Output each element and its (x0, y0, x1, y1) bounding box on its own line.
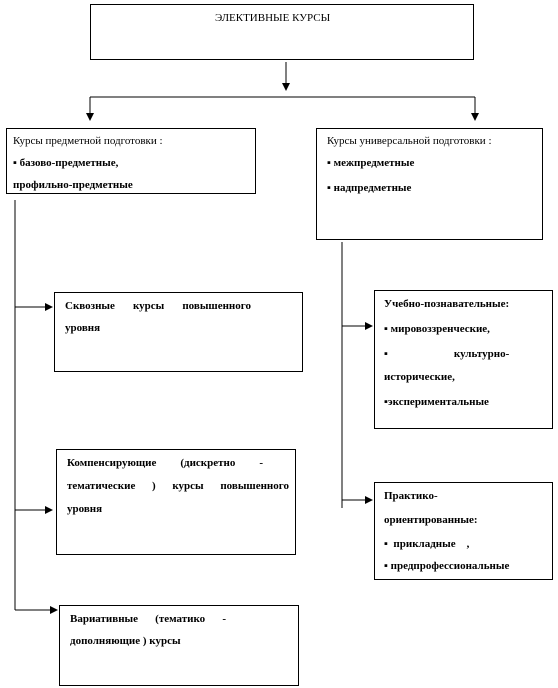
subject-heading: Курсы предметной подготовки : (13, 135, 163, 147)
variative-line-2: дополняющие ) курсы (70, 635, 181, 647)
practical-line-2: ориентированные: (384, 514, 478, 526)
cognitive-line-1: Учебно-познавательные: (384, 298, 510, 310)
through-courses-box (54, 292, 303, 372)
compensating-courses-box (56, 449, 296, 555)
cognitive-line-5: ▪экспериментальные (384, 396, 489, 408)
compensating-line-1: Компенсирующие (дискретно - (67, 457, 263, 469)
subject-item-1: ▪ базово-предметные, (13, 157, 119, 169)
compensating-line-3: уровня (67, 503, 103, 515)
practical-courses-box (374, 482, 553, 580)
universal-item-2: ▪ надпредметные (327, 182, 412, 194)
cognitive-line-4: исторические, (384, 371, 455, 383)
universal-courses-box (316, 128, 543, 240)
subject-item-2: профильно-предметные (13, 179, 133, 191)
practical-line-3: ▪ прикладные , (384, 538, 470, 550)
practical-line-1: Практико- (384, 490, 438, 502)
title-box (90, 4, 474, 60)
cognitive-line-3: ▪ культурно- (384, 348, 510, 360)
through-courses-line-2: уровня (65, 322, 101, 334)
cognitive-line-2: ▪ мировоззренческие, (384, 323, 490, 335)
subject-courses-box (6, 128, 256, 194)
practical-line-4: ▪ предпрофессиональные (384, 560, 510, 572)
variative-line-1: Вариативные (тематико - (70, 613, 226, 625)
title-text: ЭЛЕКТИВНЫЕ КУРСЫ (215, 12, 331, 24)
universal-item-1: ▪ межпредметные (327, 157, 415, 169)
variative-courses-box (59, 605, 299, 686)
universal-heading: Курсы универсальной подготовки : (327, 135, 492, 147)
compensating-line-2: тематические ) курсы повышенного (67, 480, 289, 492)
through-courses-line-1: Сквозные курсы повышенного (65, 300, 251, 312)
cognitive-courses-box (374, 290, 553, 429)
